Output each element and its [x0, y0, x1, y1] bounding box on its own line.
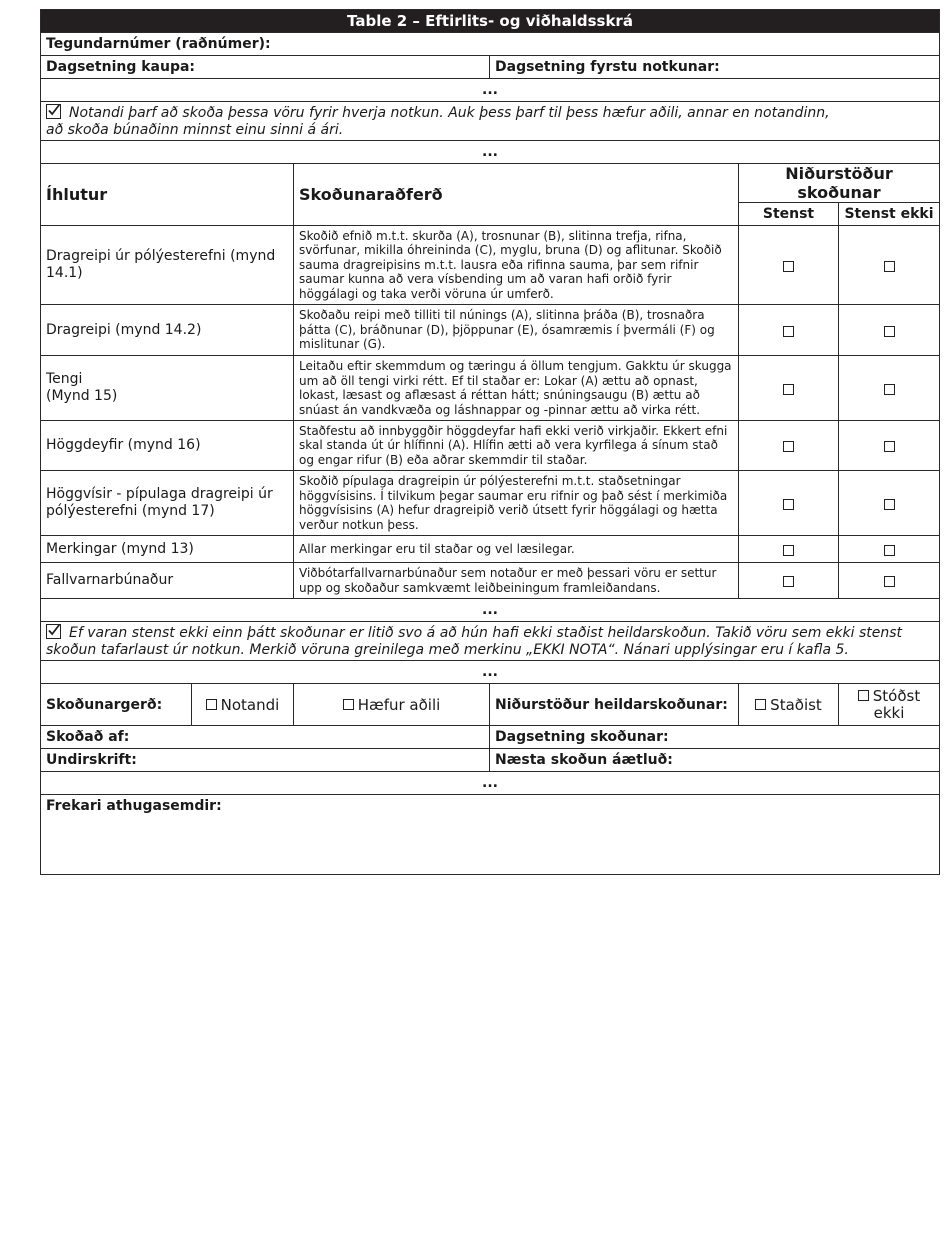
results-header: Niðurstöður skoðunar: [739, 164, 940, 203]
type-number-field[interactable]: Tegundarnúmer (raðnúmer):: [41, 33, 940, 56]
inspection-type-label: Skoðunargerð:: [41, 684, 192, 726]
inspection-date-field[interactable]: Dagsetning skoðunar:: [490, 726, 940, 749]
component-header: Íhlutur: [41, 164, 294, 226]
method-cell: Staðfestu að innbyggðir höggdeyfar hafi ekki verið virkjaðir. Ekkert efni skal standa út úr hlífinni (A). Hlífin ætti að vera kyrfilega á sínum stað og engar rifur (B) eða aðrar skemmdir til staðar.: [294, 421, 739, 471]
component-cell: Dragreipi úr pólýesterefni (mynd 14.1): [41, 226, 294, 305]
component-cell: Dragreipi (mynd 14.2): [41, 305, 294, 356]
first-use-date-field[interactable]: Dagsetning fyrstu notkunar:: [490, 56, 940, 79]
component-cell: Höggvísir - pípulaga dragreipi úr pólýesterefni (mynd 17): [41, 471, 294, 536]
method-header: Skoðunaraðferð: [294, 164, 739, 226]
table-row: [41, 563, 940, 599]
checkmark-icon: [46, 624, 61, 639]
failed-label-line-1: Stóðst: [872, 686, 921, 705]
fail-checkbox[interactable]: [884, 326, 895, 337]
competent-person-checkbox[interactable]: [343, 699, 354, 710]
fail-header: Stenst ekki: [839, 203, 940, 226]
ellipsis-row: ...: [41, 141, 940, 164]
table-row: [41, 536, 940, 563]
component-cell: Merkingar (mynd 13): [41, 536, 294, 563]
user-checkbox[interactable]: [206, 699, 217, 710]
component-line-1: Tengi: [46, 371, 83, 387]
user-label: Notandi: [220, 695, 280, 714]
overall-result-label: Niðurstöður heildarskoðunar:: [490, 684, 739, 726]
fail-checkbox[interactable]: [884, 499, 895, 510]
pass-checkbox[interactable]: [783, 576, 794, 587]
table-row: [41, 305, 940, 356]
note-line-1: Notandi þarf að skoða þessa vöru fyrir hverja notkun. Auk þess þarf til þess hæfur aðili, annar en notandinn,: [69, 104, 830, 121]
fail-checkbox[interactable]: [884, 261, 895, 272]
failed-option[interactable]: [839, 684, 940, 726]
remarks-field[interactable]: Frekari athugasemdir:: [41, 795, 940, 875]
next-inspection-field[interactable]: Næsta skoðun áætluð:: [490, 749, 940, 772]
ellipsis-row: ...: [41, 79, 940, 102]
fail-checkbox[interactable]: [884, 545, 895, 556]
component-line-2: (Mynd 15): [46, 388, 118, 404]
table-row: [41, 226, 940, 305]
fail-checkbox[interactable]: [884, 576, 895, 587]
competent-person-label: Hæfur aðili: [357, 695, 441, 714]
table-row: [41, 421, 940, 471]
ellipsis-row: ...: [41, 772, 940, 795]
component-cell: Fallvarnarbúnaður: [41, 563, 294, 599]
method-cell: Skoðið pípulaga dragreipin úr pólýesterefni m.t.t. staðsetningar höggvísisins. Í tilvikum þegar saumar eru rifnir og það sést í merkimiða höggvísisins (A) hefur dragreipið verið útsett fyrir höggálagi og hætta verður notkun þess.: [294, 471, 739, 536]
fail-checkbox[interactable]: [884, 441, 895, 452]
method-cell: Allar merkingar eru til staðar og vel læsilegar.: [294, 536, 739, 563]
method-cell: Skoðið efnið m.t.t. skurða (A), trosnunar (B), slitinna trefja, rifna, svörfunar, mikilla óhreininda (C), myglu, bruna (D) og aflitunar. Skoðið sauma dragreipisins m.t.t. lausra eða rifinna sauma, þar sem rifnir saumar kunna að vera vísbending um að varan hafi orðið fyrir höggálagi og taka verði vöruna úr umferð.: [294, 226, 739, 305]
note-line-1: Ef varan stenst ekki einn þátt skoðunar er litið svo á að hún hafi ekki staðist heildarskoðun. Takið vöru sem ekki stenst: [69, 624, 903, 641]
pass-checkbox[interactable]: [783, 441, 794, 452]
method-cell: Leitaðu eftir skemmdum og tæringu á öllum tengjum. Gakktu úr skugga um að öll tengi virki rétt. Ef til staðar er: Lokar (A) ættu að opnast, lokast, læsast og aflæsast á réttan hátt; snúningsaugu (B) ættu að snúast án vandkvæða og láshnappar og -pinnar ættu að virka rétt.: [294, 356, 739, 421]
passed-label: Staðist: [770, 695, 822, 714]
pass-checkbox[interactable]: [783, 384, 794, 395]
pass-checkbox[interactable]: [783, 261, 794, 272]
failed-checkbox[interactable]: [858, 690, 869, 701]
component-cell: [41, 356, 294, 421]
failed-label-line-2: ekki: [873, 703, 905, 722]
table-row: [41, 471, 940, 536]
table-title: Table 2 – Eftirlits- og viðhaldsskrá: [41, 10, 940, 33]
fail-checkbox[interactable]: [884, 384, 895, 395]
method-cell: Skoðaðu reipi með tilliti til núnings (A), slitinna þráða (B), trosnaðra þátta (C), bráðnunar (D), þjöppunar (E), ósamræmis í þvermáli (F) og mislitunar (G).: [294, 305, 739, 356]
method-cell: Viðbótarfallvarnarbúnaður sem notaður er með þessari vöru er settur upp og skoðaður samkvæmt leiðbeiningum framleiðandans.: [294, 563, 739, 599]
passed-option[interactable]: [739, 684, 839, 726]
signature-field[interactable]: Undirskrift:: [41, 749, 490, 772]
pass-checkbox[interactable]: [783, 499, 794, 510]
inspection-frequency-note: [41, 102, 940, 141]
purchase-date-field[interactable]: Dagsetning kaupa:: [41, 56, 490, 79]
component-cell: Höggdeyfir (mynd 16): [41, 421, 294, 471]
inspection-table: [40, 9, 940, 875]
note-line-2: skoðun tafarlaust úr notkun. Merkið vöruna greinilega með merkinu „EKKI NOTA“. Nánari upplýsingar eru í kafla 5.: [46, 641, 849, 658]
note-line-2: að skoða búnaðinn minnst einu sinni á ári.: [46, 121, 344, 138]
inspection-record-form: [40, 9, 939, 875]
competent-person-option[interactable]: [294, 684, 490, 726]
ellipsis-row: ...: [41, 599, 940, 622]
pass-checkbox[interactable]: [783, 326, 794, 337]
checkmark-icon: [46, 104, 61, 119]
passed-checkbox[interactable]: [755, 699, 766, 710]
ellipsis-row: ...: [41, 661, 940, 684]
inspected-by-field[interactable]: Skoðað af:: [41, 726, 490, 749]
failure-note: [41, 622, 940, 661]
user-option[interactable]: [192, 684, 294, 726]
table-row: [41, 356, 940, 421]
pass-checkbox[interactable]: [783, 545, 794, 556]
pass-header: Stenst: [739, 203, 839, 226]
